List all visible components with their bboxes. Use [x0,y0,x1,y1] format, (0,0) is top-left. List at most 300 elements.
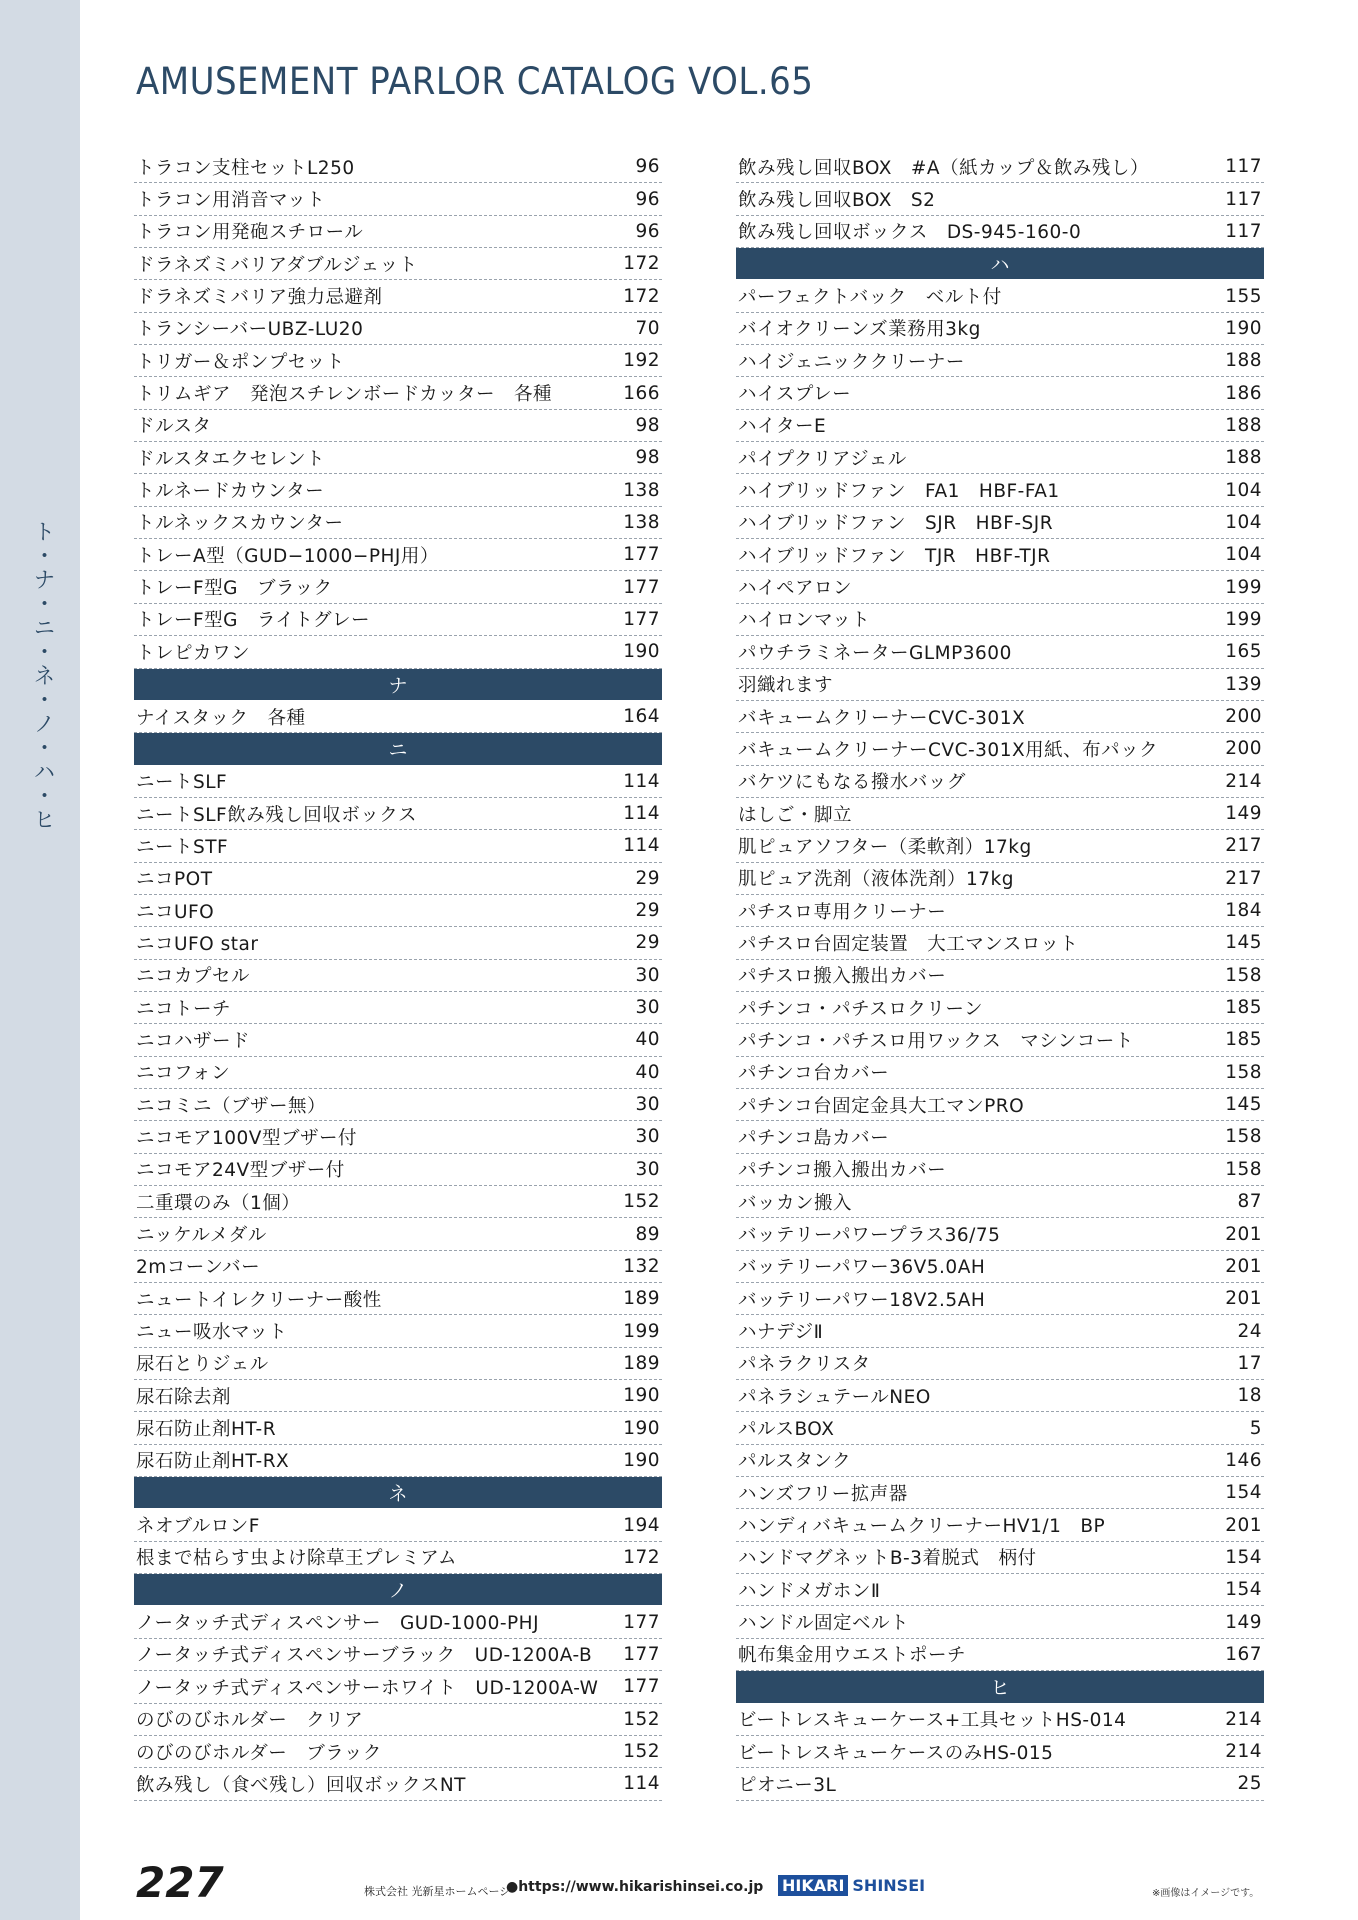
item-page: 199 [623,1320,660,1342]
index-row [736,1704,1264,1736]
item-page: 30 [635,1094,660,1116]
item-page: 192 [623,350,660,372]
index-row [134,1089,662,1121]
item-name: ニコPOT [136,869,213,891]
item-name: ノータッチ式ディスペンサーブラック UD-1200A-B [136,1645,593,1667]
index-row [736,1639,1264,1671]
index-row [736,895,1264,927]
item-page: 117 [1225,188,1262,210]
index-row [736,1057,1264,1089]
item-name: ナイスタック 各種 [136,707,306,729]
item-page: 172 [623,285,660,307]
section-header: ノ [134,1574,662,1606]
index-row [736,1445,1264,1477]
index-row [736,830,1264,862]
index-row [134,1218,662,1250]
item-page: 146 [1225,1449,1262,1471]
item-page: 158 [1225,964,1262,986]
index-row [134,766,662,798]
index-row [736,1348,1264,1380]
index-row [134,571,662,603]
index-row [736,960,1264,992]
item-page: 104 [1225,511,1262,533]
item-page: 200 [1225,706,1262,728]
footer-url-link[interactable]: ●https://www.hikarishinsei.co.jp [506,1879,764,1895]
index-row [736,863,1264,895]
item-page: 138 [623,511,660,533]
item-page: 217 [1225,835,1262,857]
item-name: ネオブルロンF [136,1516,260,1538]
item-page: 165 [1225,641,1262,663]
index-row [736,1186,1264,1218]
sidebar [0,0,80,1920]
item-page: 172 [623,1546,660,1568]
item-page: 201 [1225,1288,1262,1310]
item-name: ピオニー3L [738,1774,837,1796]
logo-text: SHINSEI [852,1876,926,1895]
item-name: ハンドメガホンⅡ [738,1580,881,1602]
index-row [134,1348,662,1380]
index-row [736,1024,1264,1056]
index-row [134,248,662,280]
index-row [736,701,1264,733]
index-row [736,1218,1264,1250]
item-name: パーフェクトバック ベルト付 [738,287,1002,309]
item-name: パウチラミネーターGLMP3600 [738,642,1012,664]
index-row [736,474,1264,506]
item-name: ニュートイレクリーナー酸性 [136,1289,382,1311]
index-row [736,216,1264,248]
item-page: 172 [623,253,660,275]
item-name: パチンコ・パチスロ用ワックス マシンコート [738,1030,1134,1052]
left-index-column [134,151,662,1801]
item-page: 184 [1225,900,1262,922]
item-page: 29 [635,867,660,889]
index-row [134,863,662,895]
item-page: 190 [623,641,660,663]
index-row [134,636,662,668]
index-row [736,1251,1264,1283]
index-row [736,539,1264,571]
index-row [736,1542,1264,1574]
index-row [736,377,1264,409]
item-name: バッテリーパワープラス36/75 [738,1225,1001,1247]
index-row [736,1768,1264,1800]
item-name: 飲み残し回収ボックス DS-945-160-0 [738,222,1082,244]
item-page: 24 [1237,1320,1262,1342]
item-page: 96 [635,220,660,242]
index-row [134,1121,662,1153]
item-page: 145 [1225,1094,1262,1116]
item-name: パルスBOX [738,1419,835,1441]
index-row [736,1121,1264,1153]
index-row [134,539,662,571]
index-row [736,410,1264,442]
item-page: 186 [1225,382,1262,404]
item-name: パチスロ搬入搬出カバー [738,966,947,988]
item-name: ニコトーチ [136,998,232,1020]
item-page: 87 [1237,1191,1262,1213]
item-page: 214 [1225,1708,1262,1730]
item-name: 羽織れます [738,675,834,697]
index-row [736,1509,1264,1541]
item-name: ドルスタエクセレント [136,448,325,470]
item-name: パチンコ搬入搬出カバー [738,1160,947,1182]
index-row [134,1315,662,1347]
item-name: バキュームクリーナーCVC-301X [738,707,1026,729]
index-row [134,1380,662,1412]
index-row [736,1380,1264,1412]
section-header: ハ [736,248,1264,280]
index-row [134,1542,662,1574]
item-page: 117 [1225,156,1262,178]
item-name: ドルスタ [136,416,212,438]
item-name: ニコフォン [136,1063,231,1085]
item-page: 190 [623,1417,660,1439]
item-name: のびのびホルダー クリア [136,1710,364,1732]
item-name: パチスロ台固定装置 大工マンスロット [738,933,1079,955]
item-page: 145 [1225,932,1262,954]
index-row [134,1768,662,1800]
item-name: 飲み残し回収BOX #A（紙カップ＆飲み残し） [738,157,1149,179]
item-page: 185 [1225,997,1262,1019]
item-page: 201 [1225,1223,1262,1245]
item-page: 29 [635,900,660,922]
index-row [134,1509,662,1541]
item-page: 114 [623,1773,660,1795]
item-page: 177 [623,1676,660,1698]
item-name: パチンコ台固定金具大工マンPRO [738,1095,1025,1117]
item-page: 188 [1225,350,1262,372]
item-name: ハイスプレー [738,384,852,406]
item-name: パネラクリスタ [738,1354,871,1376]
item-page: 117 [1225,220,1262,242]
item-name: 尿石除去剤 [136,1386,232,1408]
item-page: 177 [623,576,660,598]
item-name: パルスタンク [738,1451,852,1473]
item-name: 帆布集金用ウエストポーチ [738,1645,967,1667]
item-name: ニコUFO [136,901,215,923]
item-name: ノータッチ式ディスペンサーホワイト UD-1200A-W [136,1677,599,1699]
item-name: ハイペアロン [738,578,853,600]
item-page: 114 [623,803,660,825]
item-page: 40 [635,1029,660,1051]
item-page: 200 [1225,738,1262,760]
right-index-column [736,151,1264,1801]
item-name: ハンドル固定ベルト [738,1613,910,1635]
item-page: 104 [1225,479,1262,501]
index-row [134,313,662,345]
index-row [134,960,662,992]
item-name: パチンコ台カバー [738,1063,890,1085]
item-page: 190 [623,1385,660,1407]
index-row [134,992,662,1024]
item-name: トリガー＆ポンプセット [136,351,345,373]
item-page: 154 [1225,1579,1262,1601]
item-page: 194 [623,1514,660,1536]
item-name: 尿石とりジェル [136,1354,269,1376]
item-name: バイオクリーンズ業務用3kg [738,319,981,341]
item-name: ビートレスキューケースのみHS-015 [738,1742,1054,1764]
index-row [134,604,662,636]
index-row [134,1639,662,1671]
item-name: ドラネズミバリア強力忌避剤 [136,287,383,309]
item-page: 70 [635,317,660,339]
index-row [134,377,662,409]
index-row [736,1089,1264,1121]
item-page: 177 [623,544,660,566]
item-name: バッテリーパワー36V5.0AH [738,1257,986,1279]
item-name: パチンコ島カバー [738,1127,890,1149]
item-name: トラコン用消音マット [136,190,326,212]
item-page: 114 [623,770,660,792]
item-name: ニートSLF飲み残し回収ボックス [136,804,418,826]
item-page: 114 [623,835,660,857]
item-page: 17 [1237,1352,1262,1374]
item-page: 152 [623,1708,660,1730]
index-row [736,733,1264,765]
item-page: 149 [1225,803,1262,825]
item-page: 189 [623,1288,660,1310]
item-page: 104 [1225,544,1262,566]
item-name: ハイロンマット [738,610,871,632]
index-row [134,216,662,248]
index-row [736,345,1264,377]
index-row [134,280,662,312]
index-row [736,183,1264,215]
item-name: 肌ピュアソフター（柔軟剤）17kg [738,836,1032,858]
index-row [134,1154,662,1186]
item-name: ニコUFO star [136,933,259,955]
item-page: 30 [635,997,660,1019]
item-name: トレーF型G ブラック [136,578,333,600]
item-page: 177 [623,608,660,630]
index-row [736,766,1264,798]
index-row [134,151,662,183]
item-page: 29 [635,932,660,954]
index-row [736,636,1264,668]
item-name: パチスロ専用クリーナー [738,901,947,923]
item-page: 154 [1225,1482,1262,1504]
item-page: 185 [1225,1029,1262,1051]
index-row [134,442,662,474]
index-row [736,313,1264,345]
item-name: 尿石防止剤HT-RX [136,1451,290,1473]
item-page: 167 [1225,1643,1262,1665]
item-page: 166 [623,382,660,404]
item-page: 201 [1225,1514,1262,1536]
index-row [134,1736,662,1768]
item-page: 155 [1225,285,1262,307]
index-row [736,1412,1264,1444]
item-page: 96 [635,156,660,178]
side-index-label: ト・ナ・ニ・ネ・ノ・ハ・ヒ [30,520,55,832]
section-header: ニ [134,733,662,765]
company-logo [778,1875,925,1896]
item-page: 217 [1225,867,1262,889]
index-row [134,927,662,959]
item-name: ニコミニ（ブザー無） [136,1095,327,1117]
item-page: 18 [1237,1385,1262,1407]
item-page: 152 [623,1741,660,1763]
item-page: 199 [1225,576,1262,598]
item-name: ハンディバキュームクリーナーHV1/1 BP [738,1516,1106,1538]
item-name: ドラネズミバリアダブルジェット [136,254,418,276]
section-header: ナ [134,669,662,701]
index-row [736,669,1264,701]
item-name: ノータッチ式ディスペンサー GUD-1000-PHJ [136,1613,540,1635]
item-name: ハイターE [738,416,827,438]
index-row [134,1704,662,1736]
item-page: 5 [1249,1417,1262,1439]
item-page: 164 [623,706,660,728]
item-name: ハンドマグネットB-3着脱式 柄付 [738,1548,1037,1570]
item-name: ニートSTF [136,836,229,858]
item-page: 190 [1225,317,1262,339]
item-name: バキュームクリーナーCVC-301X用紙、布パック [738,739,1159,761]
index-row [736,1315,1264,1347]
item-name: バッテリーパワー18V2.5AH [738,1289,986,1311]
item-name: バッカン搬入 [738,1192,853,1214]
item-page: 25 [1237,1773,1262,1795]
item-name: バケツにもなる撥水バッグ [738,772,966,794]
item-page: 152 [623,1191,660,1213]
item-name: トラコン用発砲スチロール [136,222,364,244]
section-header: ネ [134,1477,662,1509]
item-name: トランシーバーUBZ-LU20 [136,319,364,341]
index-row [736,1154,1264,1186]
index-row [134,895,662,927]
item-name: 肌ピュア洗剤（液体洗剤）17kg [738,869,1014,891]
footer-note: ※画像はイメージです。 [1152,1888,1260,1899]
index-row [134,830,662,862]
index-row [134,1057,662,1089]
index-row [134,1186,662,1218]
item-name: 2mコーンバー [136,1257,261,1279]
index-row [736,604,1264,636]
item-name: トリムギア 発泡スチレンボードカッター 各種 [136,384,553,406]
item-page: 190 [623,1449,660,1471]
index-row [134,1445,662,1477]
index-row [736,1736,1264,1768]
catalog-title: AMUSEMENT PARLOR CATALOG VOL.65 [136,60,814,103]
item-name: トレーF型G ライトグレー [136,610,371,632]
section-header: ヒ [736,1671,1264,1703]
item-page: 214 [1225,770,1262,792]
item-name: ニッケルメダル [136,1225,267,1247]
item-name: ハイブリッドファン FA1 HBF-FA1 [738,481,1060,503]
index-row [736,992,1264,1024]
item-page: 201 [1225,1255,1262,1277]
item-name: トルネックスカウンター [136,513,344,535]
logo-box-text: HIKARI [778,1875,848,1896]
index-row [134,701,662,733]
item-page: 132 [623,1255,660,1277]
item-page: 30 [635,964,660,986]
item-name: ハイブリッドファン TJR HBF-TJR [738,545,1051,567]
item-name: ハイブリッドファン SJR HBF-SJR [738,513,1054,535]
index-row [134,798,662,830]
index-row [134,507,662,539]
item-page: 96 [635,188,660,210]
item-page: 138 [623,479,660,501]
index-row [134,1024,662,1056]
index-row [736,1574,1264,1606]
item-page: 188 [1225,414,1262,436]
index-row [736,507,1264,539]
item-page: 189 [623,1352,660,1374]
index-row [736,442,1264,474]
index-row [134,1606,662,1638]
item-page: 40 [635,1061,660,1083]
item-name: ハイジェニッククリーナー [738,351,965,373]
item-name: ニュー吸水マット [136,1322,288,1344]
item-name: ハナデジⅡ [738,1322,824,1344]
item-name: 根まで枯らす虫よけ除草王プレミアム [136,1548,457,1570]
index-row [736,1477,1264,1509]
item-name: ニコモア100V型ブザー付 [136,1127,357,1149]
index-row [134,183,662,215]
item-page: 30 [635,1126,660,1148]
item-page: 139 [1225,673,1262,695]
item-page: 177 [623,1643,660,1665]
index-row [134,410,662,442]
index-row [736,1283,1264,1315]
page-number: 227 [136,1858,224,1907]
item-page: 154 [1225,1546,1262,1568]
item-name: 飲み残し（食べ残し）回収ボックスNT [136,1774,466,1796]
item-name: ニコモア24V型ブザー付 [136,1160,345,1182]
item-page: 149 [1225,1611,1262,1633]
item-name: パチンコ・パチスロクリーン [738,998,983,1020]
index-row [736,1606,1264,1638]
item-page: 214 [1225,1741,1262,1763]
item-name: ニートSLF [136,772,228,794]
item-page: 188 [1225,447,1262,469]
item-page: 98 [635,447,660,469]
index-row [134,1283,662,1315]
item-page: 89 [635,1223,660,1245]
index-row [736,927,1264,959]
index-row [134,474,662,506]
item-page: 158 [1225,1061,1262,1083]
index-row [736,151,1264,183]
item-name: 飲み残し回収BOX S2 [738,190,936,212]
item-page: 158 [1225,1158,1262,1180]
index-row [736,280,1264,312]
item-page: 98 [635,414,660,436]
item-name: パイプクリアジェル [738,448,907,470]
item-page: 177 [623,1611,660,1633]
index-row [736,798,1264,830]
item-name: ハンズフリー拡声器 [738,1483,908,1505]
item-name: トレピカワン [136,642,251,664]
index-row [134,1671,662,1703]
item-page: 158 [1225,1126,1262,1148]
item-page: 199 [1225,608,1262,630]
index-row [134,345,662,377]
item-name: トラコン支柱セットL250 [136,157,355,179]
index-row [736,571,1264,603]
footer-company: 株式会社 光新星ホームページ [364,1885,511,1898]
item-name: トルネードカウンター [136,481,325,503]
item-name: トレーA型（GUD−1000−PHJ用） [136,545,439,567]
item-name: ニコハザード [136,1030,251,1052]
item-name: のびのびホルダー ブラック [136,1742,382,1764]
item-name: はしご・脚立 [738,804,853,826]
index-row [134,1412,662,1444]
item-name: 尿石防止剤HT-R [136,1419,277,1441]
